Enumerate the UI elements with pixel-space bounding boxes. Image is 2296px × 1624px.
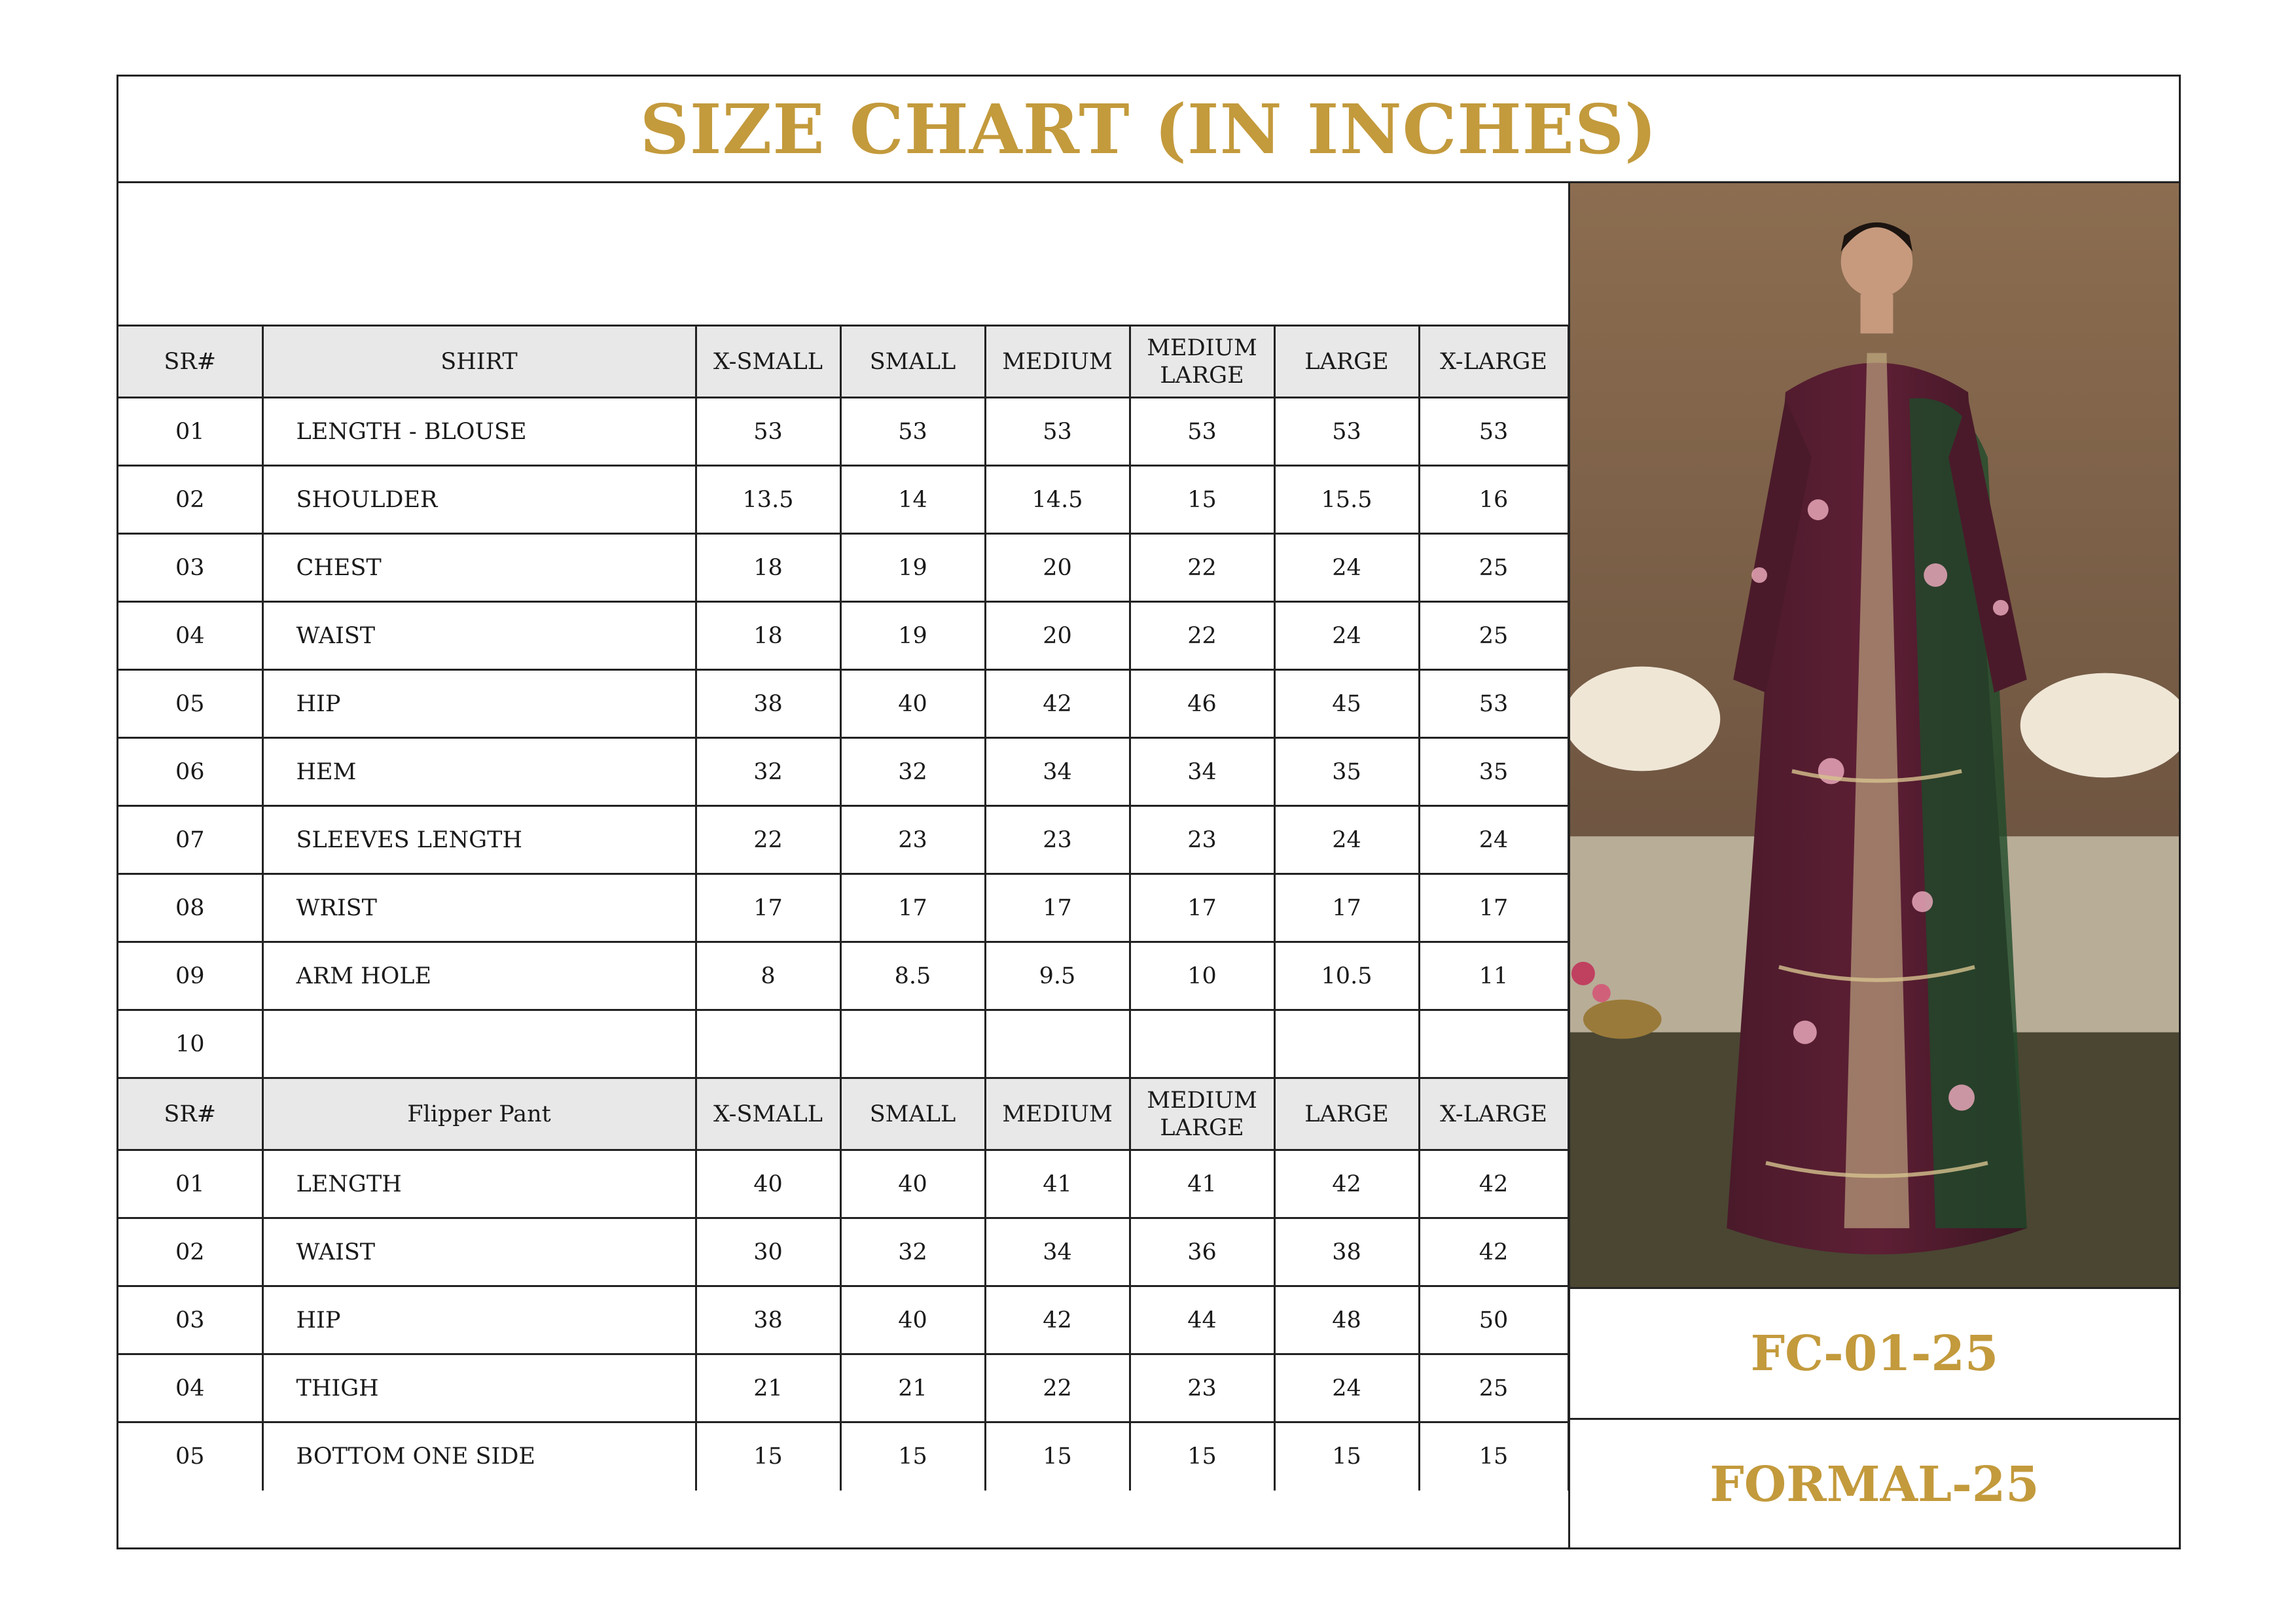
size-value-cell: 53 <box>1274 398 1419 466</box>
size-value-cell: 45 <box>1274 670 1419 738</box>
measurement-label: HEM <box>262 738 696 806</box>
size-value-cell: 48 <box>1274 1286 1419 1354</box>
size-value-cell: 25 <box>1419 534 1568 602</box>
sr-cell: 10 <box>118 1010 262 1078</box>
measurement-label: CHEST <box>262 534 696 602</box>
size-value-cell: 15 <box>696 1422 840 1491</box>
size-value-cell: 40 <box>840 670 985 738</box>
size-value-cell: 53 <box>1419 670 1568 738</box>
table-row <box>118 806 1568 874</box>
size-value-cell: 15 <box>840 1422 985 1491</box>
size-value-cell: 21 <box>696 1354 840 1422</box>
size-value-cell: 8.5 <box>840 942 985 1010</box>
table-row <box>118 942 1568 1010</box>
sr-cell: 01 <box>118 1150 262 1218</box>
sr-cell: 08 <box>118 874 262 942</box>
size-value-cell: 53 <box>1130 398 1274 466</box>
table-row <box>118 1150 1568 1218</box>
size-value-cell: 15 <box>1274 1422 1419 1491</box>
measurement-label: WAIST <box>262 1218 696 1286</box>
size-value-cell: 40 <box>840 1286 985 1354</box>
column-header: X-SMALL <box>696 326 840 398</box>
size-value-cell: 20 <box>985 534 1130 602</box>
size-value-cell: 24 <box>1274 602 1419 670</box>
size-value-cell: 18 <box>696 602 840 670</box>
size-value-cell: 32 <box>696 738 840 806</box>
table-row <box>118 1218 1568 1286</box>
table-row <box>118 534 1568 602</box>
size-value-cell: 17 <box>1274 874 1419 942</box>
sr-cell: 04 <box>118 1354 262 1422</box>
sr-cell: 07 <box>118 806 262 874</box>
size-value-cell: 8 <box>696 942 840 1010</box>
table-row <box>118 1010 1568 1078</box>
size-value-cell: 34 <box>1130 738 1274 806</box>
size-value-cell: 44 <box>1130 1286 1274 1354</box>
size-value-cell: 42 <box>985 670 1130 738</box>
size-value-cell: 19 <box>840 602 985 670</box>
size-value-cell: 20 <box>985 602 1130 670</box>
table-row <box>118 602 1568 670</box>
table-row <box>118 874 1568 942</box>
table-header-row <box>118 1078 1568 1150</box>
size-value-cell: 25 <box>1419 602 1568 670</box>
size-value-cell <box>1130 1010 1274 1078</box>
size-value-cell: 22 <box>985 1354 1130 1422</box>
size-value-cell: 10 <box>1130 942 1274 1010</box>
size-value-cell: 40 <box>696 1150 840 1218</box>
size-value-cell: 18 <box>696 534 840 602</box>
size-value-cell: 38 <box>696 1286 840 1354</box>
size-value-cell: 17 <box>985 874 1130 942</box>
size-value-cell: 10.5 <box>1274 942 1419 1010</box>
size-value-cell: 17 <box>696 874 840 942</box>
column-header: LARGE <box>1274 1078 1419 1150</box>
size-value-cell: 23 <box>840 806 985 874</box>
measurement-label: WAIST <box>262 602 696 670</box>
blank-header-area <box>118 183 1568 325</box>
sr-cell: 02 <box>118 1218 262 1286</box>
size-value-cell: 40 <box>840 1150 985 1218</box>
size-value-cell: 9.5 <box>985 942 1130 1010</box>
sr-cell: 06 <box>118 738 262 806</box>
sr-cell: 01 <box>118 398 262 466</box>
column-header: LARGE <box>1274 326 1419 398</box>
sr-cell: 03 <box>118 534 262 602</box>
product-code: FC-01-25 <box>1570 1289 2179 1420</box>
size-value-cell: 15 <box>1130 1422 1274 1491</box>
size-chart-table <box>118 325 1570 1491</box>
size-value-cell: 25 <box>1419 1354 1568 1422</box>
column-header: MEDIUM <box>985 1078 1130 1150</box>
column-header: X-LARGE <box>1419 326 1568 398</box>
size-value-cell: 17 <box>1419 874 1568 942</box>
table-row <box>118 1422 1568 1491</box>
sr-cell: 04 <box>118 602 262 670</box>
sr-cell: 03 <box>118 1286 262 1354</box>
size-value-cell: 14.5 <box>985 466 1130 534</box>
model-photo <box>1570 183 2179 1289</box>
measurement-label: HIP <box>262 1286 696 1354</box>
measurement-label: LENGTH <box>262 1150 696 1218</box>
size-value-cell: 53 <box>696 398 840 466</box>
size-value-cell: 41 <box>985 1150 1130 1218</box>
size-value-cell: 42 <box>1274 1150 1419 1218</box>
sr-cell: 05 <box>118 1422 262 1491</box>
measurement-label: LENGTH - BLOUSE <box>262 398 696 466</box>
size-value-cell: 35 <box>1274 738 1419 806</box>
size-value-cell: 24 <box>1419 806 1568 874</box>
measurement-label: SHOULDER <box>262 466 696 534</box>
size-value-cell: 38 <box>696 670 840 738</box>
size-value-cell: 24 <box>1274 806 1419 874</box>
size-value-cell: 15 <box>985 1422 1130 1491</box>
sr-cell: 02 <box>118 466 262 534</box>
size-value-cell: 15.5 <box>1274 466 1419 534</box>
column-header: SMALL <box>840 326 985 398</box>
column-header: SMALL <box>840 1078 985 1150</box>
table-row <box>118 1354 1568 1422</box>
size-value-cell: 19 <box>840 534 985 602</box>
size-value-cell: 23 <box>1130 1354 1274 1422</box>
column-header: SR# <box>118 1078 262 1150</box>
size-value-cell: 32 <box>840 738 985 806</box>
size-value-cell: 32 <box>840 1218 985 1286</box>
column-header: Flipper Pant <box>262 1078 696 1150</box>
size-value-cell: 50 <box>1419 1286 1568 1354</box>
size-value-cell: 22 <box>1130 602 1274 670</box>
measurement-label: WRIST <box>262 874 696 942</box>
table-row <box>118 738 1568 806</box>
size-value-cell: 53 <box>985 398 1130 466</box>
size-value-cell: 30 <box>696 1218 840 1286</box>
size-value-cell <box>696 1010 840 1078</box>
column-header: SHIRT <box>262 326 696 398</box>
measurement-label: BOTTOM ONE SIDE <box>262 1422 696 1491</box>
column-header: MEDIUM LARGE <box>1130 1078 1274 1150</box>
size-value-cell: 38 <box>1274 1218 1419 1286</box>
model-photo-icon <box>1570 183 2179 1287</box>
size-value-cell: 16 <box>1419 466 1568 534</box>
size-value-cell: 35 <box>1419 738 1568 806</box>
size-value-cell: 17 <box>1130 874 1274 942</box>
table-row <box>118 398 1568 466</box>
size-value-cell: 24 <box>1274 534 1419 602</box>
size-value-cell <box>985 1010 1130 1078</box>
measurement-label <box>262 1010 696 1078</box>
size-value-cell: 53 <box>1419 398 1568 466</box>
size-chart-frame <box>117 75 2181 1549</box>
size-value-cell <box>1419 1010 1568 1078</box>
collection-name: FORMAL-25 <box>1710 1456 2039 1513</box>
table-row <box>118 1286 1568 1354</box>
measurement-label: HIP <box>262 670 696 738</box>
size-value-cell: 23 <box>985 806 1130 874</box>
sr-cell: 09 <box>118 942 262 1010</box>
size-value-cell: 17 <box>840 874 985 942</box>
column-header: X-SMALL <box>696 1078 840 1150</box>
column-header: SR# <box>118 326 262 398</box>
column-header: X-LARGE <box>1419 1078 1568 1150</box>
table-row <box>118 466 1568 534</box>
measurement-label: ARM HOLE <box>262 942 696 1010</box>
size-value-cell: 34 <box>985 738 1130 806</box>
size-value-cell: 23 <box>1130 806 1274 874</box>
size-value-cell: 13.5 <box>696 466 840 534</box>
page-title: SIZE CHART (IN INCHES) <box>118 77 2179 183</box>
size-value-cell: 11 <box>1419 942 1568 1010</box>
size-value-cell: 42 <box>985 1286 1130 1354</box>
measurement-label: THIGH <box>262 1354 696 1422</box>
size-value-cell <box>840 1010 985 1078</box>
size-value-cell: 46 <box>1130 670 1274 738</box>
size-value-cell: 24 <box>1274 1354 1419 1422</box>
size-value-cell: 42 <box>1419 1218 1568 1286</box>
size-value-cell: 14 <box>840 466 985 534</box>
size-value-cell: 15 <box>1419 1422 1568 1491</box>
size-value-cell: 22 <box>696 806 840 874</box>
size-value-cell: 15 <box>1130 466 1274 534</box>
size-value-cell: 22 <box>1130 534 1274 602</box>
measurement-label: SLEEVES LENGTH <box>262 806 696 874</box>
size-value-cell: 41 <box>1130 1150 1274 1218</box>
size-value-cell: 36 <box>1130 1218 1274 1286</box>
product-panel <box>1568 183 2179 1549</box>
size-value-cell <box>1274 1010 1419 1078</box>
size-value-cell: 21 <box>840 1354 985 1422</box>
column-header: MEDIUM LARGE <box>1130 326 1274 398</box>
table-row <box>118 670 1568 738</box>
size-value-cell: 42 <box>1419 1150 1568 1218</box>
size-value-cell: 53 <box>840 398 985 466</box>
sr-cell: 05 <box>118 670 262 738</box>
size-value-cell: 34 <box>985 1218 1130 1286</box>
column-header: MEDIUM <box>985 326 1130 398</box>
table-header-row <box>118 326 1568 398</box>
